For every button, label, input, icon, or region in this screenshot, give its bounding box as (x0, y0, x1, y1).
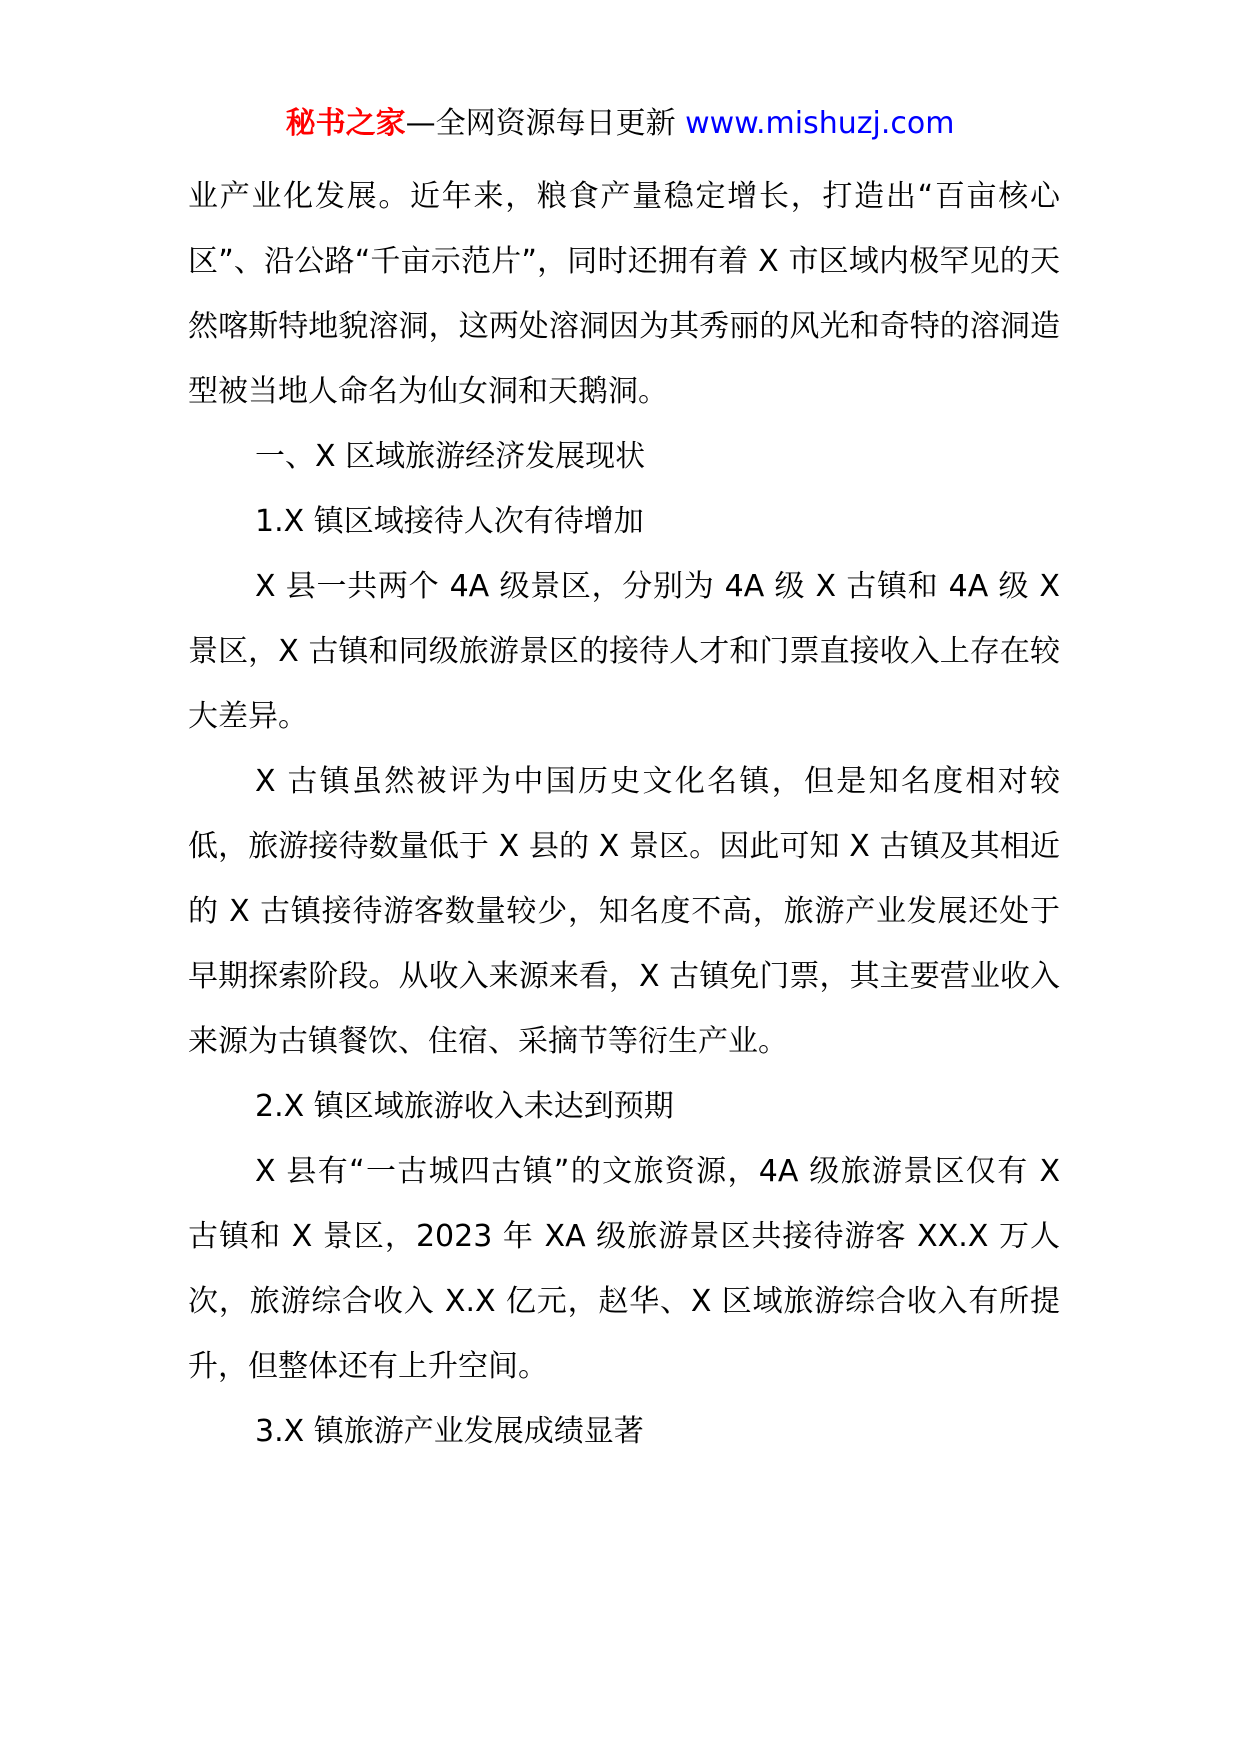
brand-name: 秘书之家 (285, 106, 406, 141)
paragraph-continued: 业产业化发展。近年来，粮食产量稳定增长，打造出“百亩核心区”、沿公路“千亩示范片”，同时还拥有着 X 市区域内极罕见的天然喀斯特地貌溶洞，这两处溶洞因为其秀丽的风光和奇特的溶洞造型被当地人命名为仙女洞和天鹅洞。 (188, 179, 1060, 409)
subsection-heading-3: 3.X 镇旅游产业发展成绩显著 (255, 1414, 644, 1449)
header-tagline: —全网资源每日更新 (405, 106, 676, 141)
paragraph-ancient-town: X 古镇虽然被评为中国历史文化名镇，但是知名度相对较低，旅游接待数量低于 X 县的 X 景区。因此可知 X 古镇及其相近的 X 古镇接待游客数量较少，知名度不高，旅游产业发展还处于早期探索阶段。从收入来源来看，X 古镇免门票，其主要营业收入来源为古镇餐饮、住宿、采摘节等衍生产业。 (188, 764, 1060, 1059)
page-header (0, 100, 1240, 148)
paragraph-scenic-areas: X 县一共两个 4A 级景区，分别为 4A 级 X 古镇和 4A 级 X 景区，X 古镇和同级旅游景区的接待人才和门票直接收入上存在较大差异。 (188, 569, 1060, 734)
section-heading-1: 一、X 区域旅游经济发展现状 (255, 439, 646, 474)
subsection-heading-1: 1.X 镇区域接待人次有待增加 (255, 504, 644, 539)
document-body (188, 164, 1060, 1464)
site-url-link[interactable]: www.mishuzj.com (685, 106, 955, 141)
paragraph-tourism-income: X 县有“一古城四古镇”的文旅资源，4A 级旅游景区仅有 X 古镇和 X 景区，2023 年 XA 级旅游景区共接待游客 XX.X 万人次，旅游综合收入 X.X 亿元，赵华、X 区域旅游综合收入有所提升，但整体还有上升空间。 (188, 1154, 1060, 1384)
subsection-heading-2: 2.X 镇区域旅游收入未达到预期 (255, 1089, 674, 1124)
